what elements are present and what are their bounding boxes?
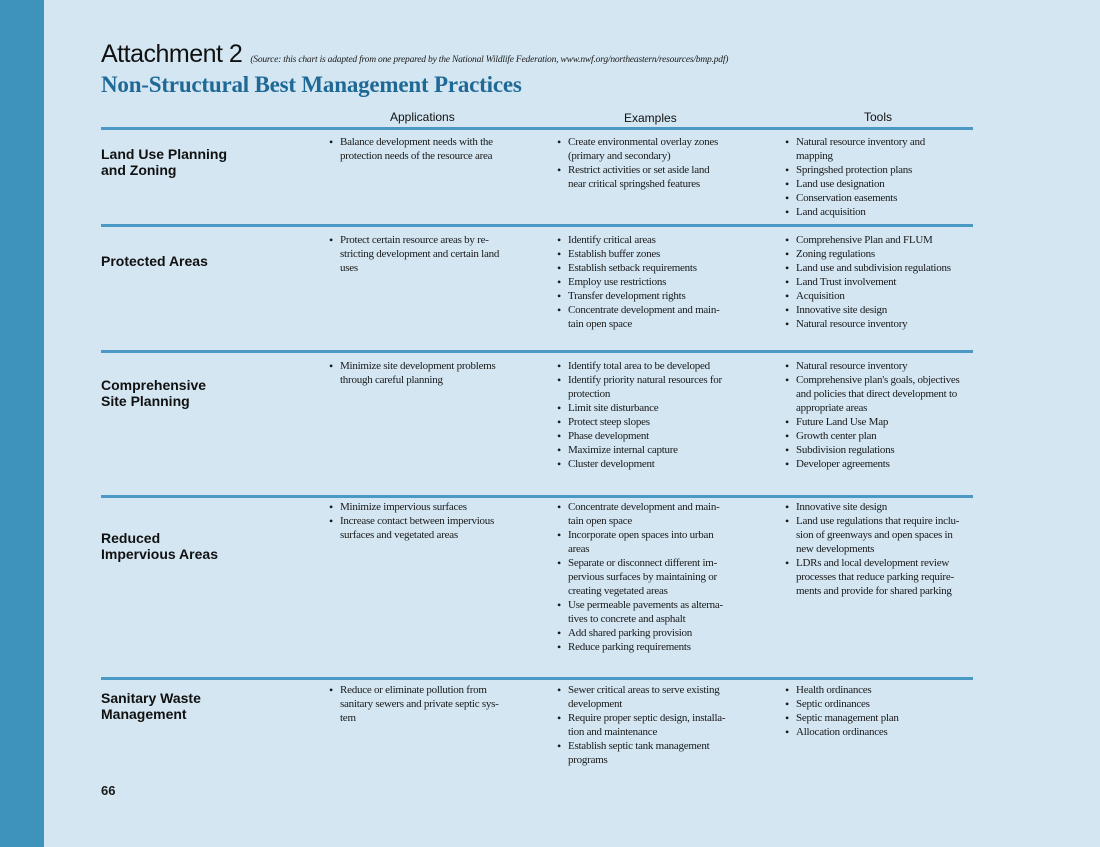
tools-cell: [785, 233, 1010, 331]
list-item: • LDRs and local development review processes that reduce parking require- ments and provide for shared parking: [785, 556, 1010, 598]
list-item: • Limit site disturbance: [557, 401, 782, 415]
row-label: Sanitary Waste Management: [101, 690, 201, 722]
list-item: • Natural resource inventory: [785, 359, 1010, 373]
list-item: • Employ use restrictions: [557, 275, 782, 289]
list-item: • Natural resource inventory: [785, 317, 1010, 331]
divider: [101, 495, 973, 498]
list-item: • Establish buffer zones: [557, 247, 782, 261]
list-item: • Sewer critical areas to serve existing development: [557, 683, 782, 711]
list-item: • Balance development needs with the protection needs of the resource area: [329, 135, 554, 163]
list-item: • Springshed protection plans: [785, 163, 1010, 177]
examples-cell: [557, 500, 782, 654]
row-label: Protected Areas: [101, 253, 208, 269]
list-item: • Minimize site development problems through careful planning: [329, 359, 554, 387]
list-item: • Land use regulations that require inclu- sion of greenways and open spaces in new developments: [785, 514, 1010, 556]
list-item: • Maximize internal capture: [557, 443, 782, 457]
list-item: • Phase development: [557, 429, 782, 443]
list-item: • Allocation ordinances: [785, 725, 1010, 739]
list-item: • Increase contact between impervious surfaces and vegetated areas: [329, 514, 554, 542]
list-item: • Septic management plan: [785, 711, 1010, 725]
list-item: • Identify total area to be developed: [557, 359, 782, 373]
divider: [101, 224, 973, 227]
divider: [101, 350, 973, 353]
tools-cell: [785, 135, 1010, 219]
list-item: • Reduce or eliminate pollution from sanitary sewers and private septic sys- tem: [329, 683, 554, 725]
list-item: • Conservation easements: [785, 191, 1010, 205]
tools-cell: [785, 500, 1010, 598]
applications-cell: [329, 233, 554, 275]
page-title: Non-Structural Best Management Practices: [101, 72, 522, 97]
list-item: • Separate or disconnect different im- pervious surfaces by maintaining or creating vegetated areas: [557, 556, 782, 598]
list-item: • Natural resource inventory and mapping: [785, 135, 1010, 163]
list-item: • Acquisition: [785, 289, 1010, 303]
divider: [101, 677, 973, 680]
list-item: • Future Land Use Map: [785, 415, 1010, 429]
list-item: • Create environmental overlay zones (primary and secondary): [557, 135, 782, 163]
tools-cell: [785, 359, 1010, 471]
examples-cell: [557, 683, 782, 767]
list-item: • Concentrate development and main- tain open space: [557, 500, 782, 528]
list-item: • Transfer development rights: [557, 289, 782, 303]
source-note: (Source: this chart is adapted from one prepared by the National Wildlife Federation, www.nwf.org/northeastern/resources/bmp.pdf): [250, 55, 729, 65]
examples-cell: [557, 233, 782, 331]
list-item: • Establish septic tank management programs: [557, 739, 782, 767]
list-item: • Require proper septic design, installa- tion and maintenance: [557, 711, 782, 739]
list-item: • Subdivision regulations: [785, 443, 1010, 457]
list-item: • Reduce parking requirements: [557, 640, 782, 654]
list-item: • Septic ordinances: [785, 697, 1010, 711]
list-item: • Identify priority natural resources for protection: [557, 373, 782, 401]
list-item: • Innovative site design: [785, 500, 1010, 514]
tools-cell: [785, 683, 1010, 739]
list-item: • Restrict activities or set aside land near critical springshed features: [557, 163, 782, 191]
row-label: Comprehensive Site Planning: [101, 377, 207, 409]
list-item: • Developer agreements: [785, 457, 1010, 471]
list-item: • Comprehensive Plan and FLUM: [785, 233, 1010, 247]
examples-cell: [557, 135, 782, 191]
column-header-applications: Applications: [390, 110, 455, 124]
list-item: • Use permeable pavements as alterna- tives to concrete and asphalt: [557, 598, 782, 626]
applications-cell: [329, 683, 554, 725]
list-item: • Land acquisition: [785, 205, 1010, 219]
attachment-label: Attachment 2: [101, 40, 243, 68]
list-item: • Innovative site design: [785, 303, 1010, 317]
row-label: Reduced Impervious Areas: [101, 530, 218, 562]
page-number: 66: [101, 783, 116, 798]
list-item: • Establish setback requirements: [557, 261, 782, 275]
list-item: • Concentrate development and main- tain open space: [557, 303, 782, 331]
list-item: • Identify critical areas: [557, 233, 782, 247]
examples-cell: [557, 359, 782, 471]
applications-cell: [329, 359, 554, 387]
list-item: • Land use designation: [785, 177, 1010, 191]
row-label: Land Use Planning and Zoning: [101, 146, 228, 178]
list-item: • Cluster development: [557, 457, 782, 471]
applications-cell: [329, 135, 554, 163]
list-item: • Add shared parking provision: [557, 626, 782, 640]
column-header-tools: Tools: [864, 110, 893, 124]
applications-cell: [329, 500, 554, 542]
list-item: • Land Trust involvement: [785, 275, 1010, 289]
list-item: • Protect steep slopes: [557, 415, 782, 429]
list-item: • Land use and subdivision regulations: [785, 261, 1010, 275]
list-item: • Health ordinances: [785, 683, 1010, 697]
divider: [101, 127, 973, 130]
list-item: • Growth center plan: [785, 429, 1010, 443]
list-item: • Incorporate open spaces into urban areas: [557, 528, 782, 556]
page-edge-bar: [0, 0, 44, 847]
column-header-examples: Examples: [624, 111, 677, 125]
list-item: • Minimize impervious surfaces: [329, 500, 554, 514]
list-item: • Zoning regulations: [785, 247, 1010, 261]
list-item: • Comprehensive plan's goals, objectives and policies that direct development to appropriate areas: [785, 373, 1010, 415]
list-item: • Protect certain resource areas by re- stricting development and certain land uses: [329, 233, 554, 275]
attachment-heading: [101, 40, 728, 69]
